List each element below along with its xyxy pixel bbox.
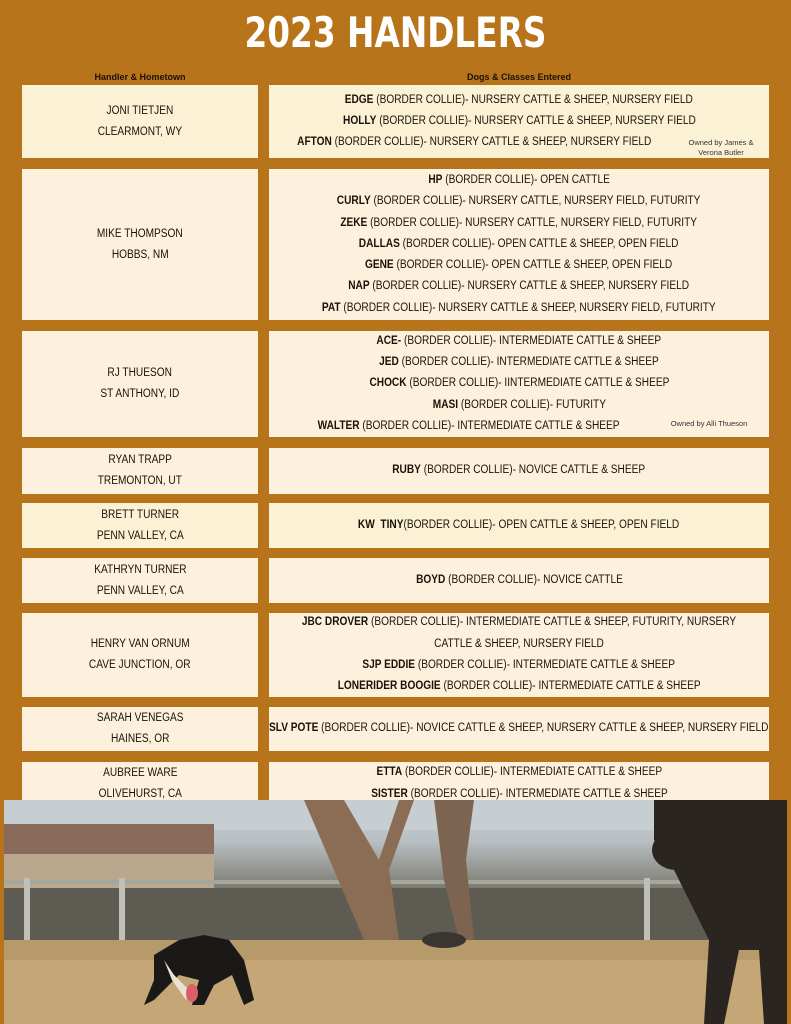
dog-name: PAT xyxy=(322,301,341,314)
dog-classes: (BORDER COLLIE)- OPEN CATTLE & SHEEP, OPEN FIELD xyxy=(394,259,673,272)
dog-entry xyxy=(376,762,662,783)
dog-entry xyxy=(358,515,679,536)
handler-row xyxy=(0,85,791,158)
handler-hometown: CLEARMONT, WY xyxy=(97,125,183,138)
dog-entry xyxy=(379,352,659,373)
dog-classes: (BORDER COLLIE)- OPEN CATTLE & SHEEP, OPEN FIELD xyxy=(403,518,680,531)
dog-classes: (BORDER COLLIE)- NURSERY CATTLE, NURSERY FIELD, FUTURITY xyxy=(371,195,701,208)
dog-classes: (BORDER COLLIE)- INTERMEDIATE CATTLE & SHEEP xyxy=(359,419,620,432)
dog-entry xyxy=(345,90,693,111)
dog-name: DALLAS xyxy=(359,237,401,250)
dog-name: HOLLY xyxy=(342,114,376,127)
dog-classes: (BORDER COLLIE)- FUTURITY xyxy=(457,398,606,411)
handler-row xyxy=(0,707,791,751)
handler-hometown: HAINES, OR xyxy=(110,733,170,745)
dog-classes: (BORDER COLLIE)- NURSERY CATTLE & SHEEP, NURSERY FIELD, FUTURITY xyxy=(340,301,716,314)
handler-hometown: OLIVEHURST, CA xyxy=(98,787,182,800)
handler-cell xyxy=(22,169,258,320)
dog-classes: (BORDER COLLIE)- NURSERY CATTLE & SHEEP, NURSERY FIELD xyxy=(369,280,690,293)
dog-classes: (BORDER COLLIE)- INTERMEDIATE CATTLE & SHEEP xyxy=(398,356,659,369)
dog-classes: (BORDER COLLIE)- OPEN CATTLE xyxy=(442,173,610,186)
owner-note: Owned by James & Verona Butler xyxy=(688,138,754,157)
dog-entry xyxy=(416,570,623,591)
dog-classes: (BORDER COLLIE)- INTERMEDIATE CATTLE & SHEEP xyxy=(440,680,701,693)
handler-hometown: HOBBS, NM xyxy=(111,248,169,261)
dog-name: NAP xyxy=(348,280,370,293)
handler-cell xyxy=(22,85,258,158)
dog-entry xyxy=(363,655,676,676)
dog-classes: (BORDER COLLIE)- INTERMEDIATE CATTLE & SHEEP, FUTURITY, NURSERY CATTLE & SHEEP, NURSERY FIELD xyxy=(368,616,737,650)
handler-row xyxy=(0,762,791,805)
herding-photo-art xyxy=(4,800,787,1024)
dog-entry xyxy=(428,170,609,191)
handler-hometown: ST ANTHONY, ID xyxy=(100,388,180,400)
handler-hometown: PENN VALLEY, CA xyxy=(96,584,184,597)
handler-hometown: PENN VALLEY, CA xyxy=(96,529,184,542)
dog-entry xyxy=(318,416,620,437)
dog-name: MASI xyxy=(432,398,458,411)
dog-entry xyxy=(365,255,672,276)
dog-classes: (BORDER COLLIE)- OPEN CATTLE & SHEEP, OPEN FIELD xyxy=(400,237,679,250)
dog-name: ETTA xyxy=(376,766,402,779)
handler-name: MIKE THOMPSON xyxy=(97,227,183,240)
dog-classes: (BORDER COLLIE)- NURSERY CATTLE & SHEEP, NURSERY FIELD xyxy=(373,93,694,106)
dogs-column-header: Dogs & Classes Entered xyxy=(466,72,572,82)
dogs-cell xyxy=(269,613,769,697)
dog-name: RUBY xyxy=(392,464,422,477)
handler-row xyxy=(0,613,791,697)
dog-entry xyxy=(337,191,701,212)
dog-classes: (BORDER COLLIE)- NOVICE CATTLE xyxy=(444,573,623,586)
handler-cell xyxy=(22,762,258,805)
dog-entry xyxy=(377,331,662,352)
handler-name: KATHRYN TURNER xyxy=(93,563,187,576)
dogs-cell xyxy=(269,331,769,437)
dog-name: SLV POTE xyxy=(269,722,319,735)
dog-name: WALTER xyxy=(318,419,360,432)
dog-name: SJP EDDIE xyxy=(362,659,416,671)
dog-name: EDGE xyxy=(344,93,374,106)
dogs-cell xyxy=(269,169,769,320)
dog-classes: (BORDER COLLIE)- INTERMEDIATE CATTLE & SHEEP xyxy=(415,659,676,671)
dogs-cell xyxy=(269,558,769,603)
dog-entry xyxy=(432,395,605,416)
dog-classes: (BORDER COLLIE)- NURSERY CATTLE, NURSERY FIELD, FUTURITY xyxy=(367,216,698,229)
handler-name: JONI TIETJEN xyxy=(106,104,174,117)
handler-row xyxy=(0,558,791,603)
dog-name: HP xyxy=(428,173,443,186)
dog-entry xyxy=(359,234,679,255)
dog-entry xyxy=(299,612,739,655)
dog-classes: (BORDER COLLIE)- NURSERY CATTLE & SHEEP, NURSERY FIELD xyxy=(375,114,696,127)
handler-name: AUBREE WARE xyxy=(102,766,178,779)
dog-classes: (BORDER COLLIE)- NOVICE CATTLE & SHEEP xyxy=(421,464,646,477)
dog-name: CURLY xyxy=(337,195,372,208)
dog-name: GENE xyxy=(365,259,395,272)
herding-photo xyxy=(4,800,787,1024)
handler-name: RYAN TRAPP xyxy=(108,454,172,466)
handler-column-header: Handler & Hometown xyxy=(94,72,186,82)
handler-row xyxy=(0,331,791,437)
handler-hometown: CAVE JUNCTION, OR xyxy=(89,659,191,671)
dog-name: JBC DROVER xyxy=(301,616,369,629)
handler-row xyxy=(0,503,791,548)
dog-entry xyxy=(393,460,646,481)
dog-name: CHOCK xyxy=(369,377,407,390)
dog-classes: (BORDER COLLIE)- NOVICE CATTLE & SHEEP, NURSERY CATTLE & SHEEP, NURSERY FIELD xyxy=(318,722,769,735)
handler-cell xyxy=(22,558,258,603)
handler-cell xyxy=(22,503,258,548)
dog-name: KW TINY xyxy=(358,518,404,531)
dog-classes: (BORDER COLLIE)- NURSERY CATTLE & SHEEP, NURSERY FIELD xyxy=(331,136,652,149)
handler-hometown: TREMONTON, UT xyxy=(97,475,183,487)
handler-row xyxy=(0,169,791,320)
dog-entry xyxy=(338,676,701,697)
handler-name: BRETT TURNER xyxy=(101,508,179,521)
dogs-cell xyxy=(269,85,769,158)
dog-entry xyxy=(269,718,768,739)
dog-classes: (BORDER COLLIE)- INTERMEDIATE CATTLE & SHEEP xyxy=(401,766,662,779)
dog-entry xyxy=(297,132,651,153)
dog-name: JED xyxy=(379,356,399,369)
handler-cell xyxy=(22,613,258,697)
dog-name: ZEKE xyxy=(340,216,368,229)
handler-cell xyxy=(22,707,258,751)
handler-name: SARAH VENEGAS xyxy=(96,712,184,724)
dog-name: BOYD xyxy=(415,573,445,586)
owner-note: Owned by Alli Thueson xyxy=(670,419,748,428)
dog-classes: (BORDER COLLIE)- INTERMEDIATE CATTLE & SHEEP xyxy=(401,334,662,347)
dog-classes: (BORDER COLLIE)- IINTERMEDIATE CATTLE & SHEEP xyxy=(406,377,669,390)
handler-name: RJ THUESON xyxy=(107,367,173,379)
dog-entry xyxy=(349,276,690,297)
dog-entry xyxy=(322,298,716,319)
dog-classes: (BORDER COLLIE)- INTERMEDIATE CATTLE & SHEEP xyxy=(407,787,668,800)
handler-cell xyxy=(22,331,258,437)
dog-name: ACE- xyxy=(376,334,402,347)
dog-entry xyxy=(369,373,669,394)
dog-name: SISTER xyxy=(370,787,408,800)
dogs-cell xyxy=(269,707,769,751)
dog-name: AFTON xyxy=(296,136,332,149)
handler-cell xyxy=(22,448,258,494)
handler-row xyxy=(0,448,791,494)
dogs-cell xyxy=(269,448,769,494)
dogs-cell xyxy=(269,503,769,548)
handler-name: HENRY VAN ORNUM xyxy=(90,638,190,650)
dog-name: LONERIDER BOOGIE xyxy=(337,680,441,693)
dog-entry xyxy=(343,111,696,132)
dogs-cell xyxy=(269,762,769,805)
page-title: 2023 HANDLERS xyxy=(244,8,547,57)
dog-entry xyxy=(341,213,698,234)
